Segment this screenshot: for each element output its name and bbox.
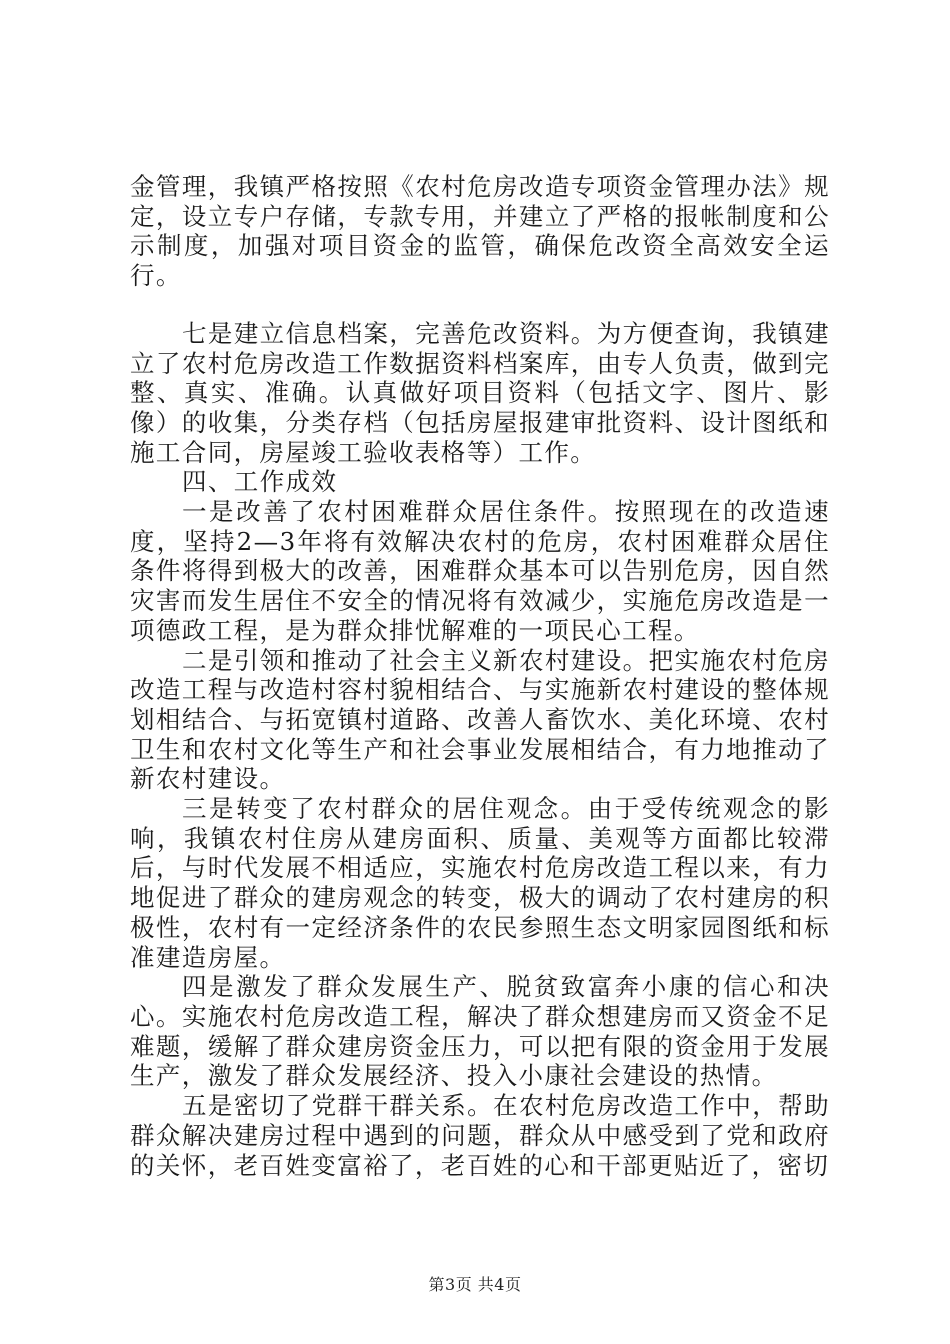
paragraph-item-seven: 七是建立信息档案，完善危改资料。为方便查询，我镇建立了农村危房改造工作数据资料档案库，由专人负责，做到完整、真实、准确。认真做好项目资料（包括文字、图片、影像）的收集，分类存档（包括房屋报建审批资料、设计图纸和施工合同，房屋竣工验收表格等）工作。 [130, 318, 830, 467]
paragraph-result-two: 二是引领和推动了社会主义新农村建设。把实施农村危房改造工程与改造村容村貌相结合、与实施新农村建设的整体规划相结合、与拓宽镇村道路、改善人畜饮水、美化环境、农村卫生和农村文化等生产和社会事业发展相结合，有力地推动了新农村建设。 [130, 645, 830, 794]
document-body [130, 172, 830, 1180]
paragraph-continuation: 金管理，我镇严格按照《农村危房改造专项资金管理办法》规定，设立专户存储，专款专用，并建立了严格的报帐制度和公示制度，加强对项目资金的监管，确保危改资全高效安全运行。 [130, 172, 830, 291]
page-number-footer: 第3页 共4页 [428, 1275, 522, 1294]
paragraph-result-four: 四是激发了群众发展生产、脱贫致富奔小康的信心和决心。实施农村危房改造工程，解决了群众想建房而又资金不足难题，缓解了群众建房资金压力，可以把有限的资金用于发展生产，激发了群众发展经济、投入小康社会建设的热情。 [130, 972, 830, 1091]
paragraph-result-five: 五是密切了党群干群关系。在农村危房改造工作中，帮助群众解决建房过程中遇到的问题，群众从中感受到了党和政府的关怀，老百姓变富裕了，老百姓的心和干部更贴近了，密切 [130, 1091, 830, 1180]
paragraph-result-three: 三是转变了农村群众的居住观念。由于受传统观念的影响，我镇农村住房从建房面积、质量、美观等方面都比较滞后，与时代发展不相适应，实施农村危房改造工程以来，有力地促进了群众的建房观念的转变，极大的调动了农村建房的积极性，农村有一定经济条件的农民参照生态文明家园图纸和标准建造房屋。 [130, 794, 830, 972]
section-heading-results: 四、工作成效 [182, 467, 338, 497]
paragraph-result-one: 一是改善了农村困难群众居住条件。按照现在的改造速度，坚持2—3年将有效解决农村的危房，农村困难群众居住条件将得到极大的改善，困难群众基本可以告别危房，因自然灾害而发生居住不安全的情况将有效减少，实施危房改造是一项德政工程，是为群众排忧解难的一项民心工程。 [130, 497, 830, 645]
